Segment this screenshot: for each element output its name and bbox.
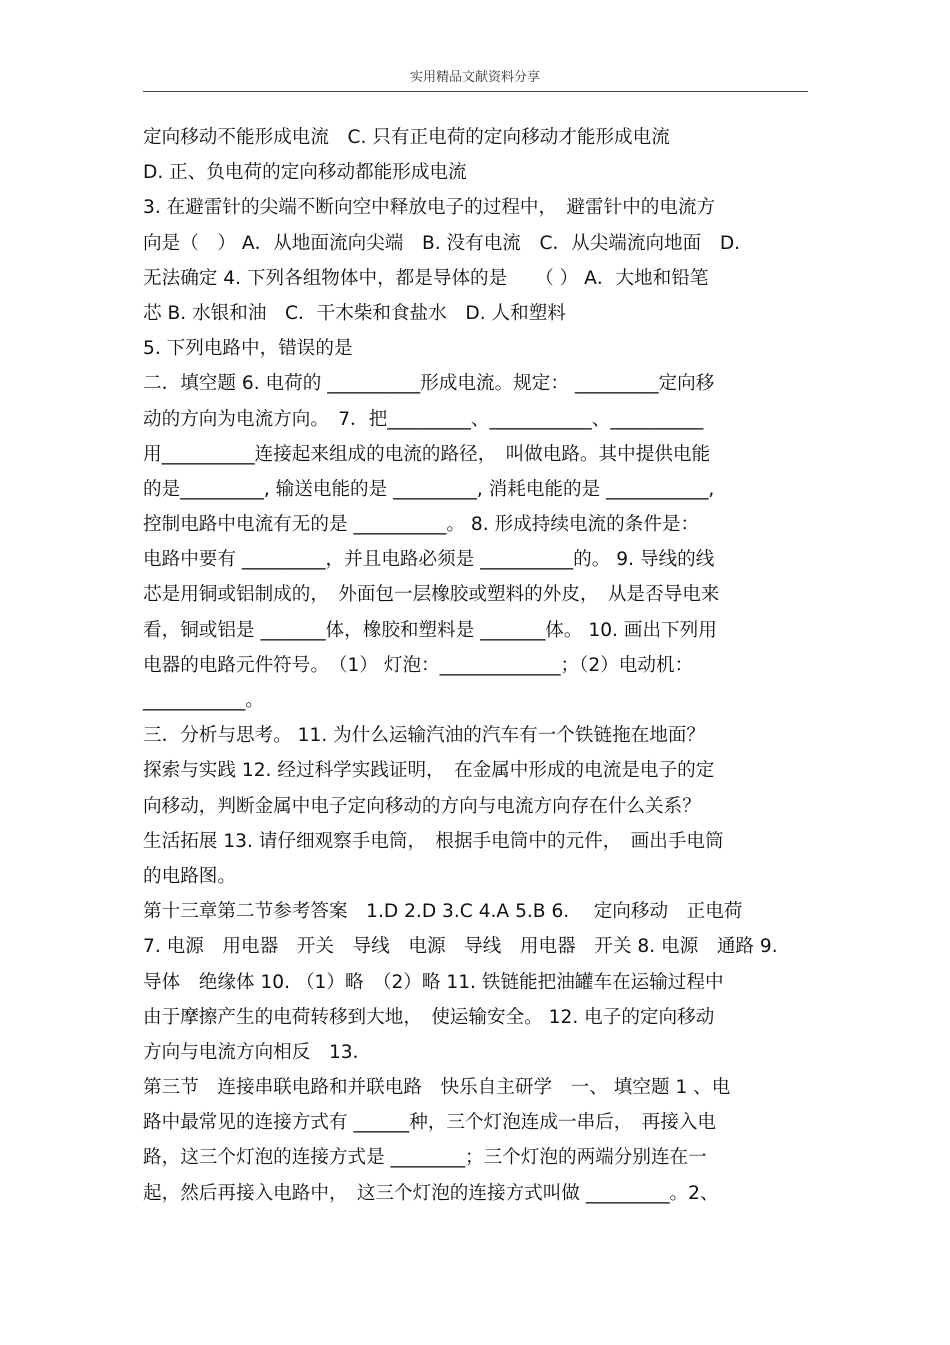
text-line: 路，这三个灯泡的连接方式是 ________；三个灯泡的两端分别连在一: [143, 1147, 707, 1169]
text-line: 的电路图。: [143, 865, 236, 887]
text-line: 的是_________, 输送电能的是 _________, 消耗电能的是 ___________,: [143, 478, 715, 500]
text-line: 由于摩擦产生的电荷转移到大地， 使运输安全。 12. 电子的定向移动: [143, 1006, 715, 1028]
text-line: 定向移动不能形成电流 C. 只有正电荷的定向移动才能形成电流: [143, 127, 670, 148]
text-line: 电路中要有 _________，并且电路必须是 __________的。 9. 导线的线: [143, 549, 715, 571]
text-line: 用__________连接起来组成的电流的路径， 叫做电路。其中提供电能: [143, 443, 711, 465]
text-line: 电器的电路元件符号。 （1） 灯泡：_____________；（2）电动机：: [143, 654, 694, 676]
text-line: 芯 B. 水银和油 C．干木柴和食盐水 D. 人和塑料: [143, 302, 566, 324]
text-line: 7. 电源 用电器 开关 导线 电源 导线 用电器 开关 8. 电源 通路 9.: [143, 936, 778, 958]
page-header: 实用精品文献资料分享: [409, 70, 540, 85]
header-divider: [143, 91, 808, 92]
text-line: 5. 下列电路中，错误的是: [143, 338, 353, 360]
text-line: D. 正、负电荷的定向移动都能形成电流: [143, 162, 467, 184]
text-line: 第十三章第二节参考答案 1.D 2.D 3.C 4.A 5.B 6. 定向移动 正电荷: [143, 901, 743, 923]
text-line: 动的方向为电流方向。 7．把_________、___________、__________: [143, 408, 704, 430]
text-line: 看，铜或铝是 _______体，橡胶和塑料是 _______体。 10. 画出下列用: [143, 619, 717, 641]
text-line: 路中最常见的连接方式有 ______种，三个灯泡连成一串后， 再接入电: [143, 1112, 717, 1134]
text-line: 第三节 连接串联电路和并联电路 快乐自主研学 一、 填空题 1 、电: [143, 1077, 731, 1099]
text-line: 控制电路中电流有无的是 __________。 8. 形成持续电流的条件是：: [143, 514, 700, 536]
text-line: 生活拓展 13. 请仔细观察手电筒， 根据手电筒中的元件， 画出手电筒: [143, 830, 724, 852]
text-line: 方向与电流方向相反 13．: [143, 1041, 372, 1063]
document-body: [143, 120, 815, 1211]
text-line: 无法确定 4. 下列各组物体中，都是导体的是 （ ） A．大地和铅笔: [143, 267, 709, 289]
text-line: 向移动，判断金属中电子定向移动的方向与电流方向存在什么关系？: [143, 795, 701, 817]
text-line: 3. 在避雷针的尖端不断向空中释放电子的过程中， 避雷针中的电流方: [143, 197, 716, 219]
text-line: 二．填空题 6. 电荷的 __________形成电流。规定： _________定向移: [143, 373, 715, 395]
text-line: 导体 绝缘体 10. （1）略 （2）略 11. 铁链能把油罐车在运输过程中: [143, 971, 724, 993]
text-line: 起，然后再接入电路中， 这三个灯泡的连接方式叫做 _________。2、: [143, 1182, 719, 1204]
text-line: 向是（ ） A．从地面流向尖端 B. 没有电流 C．从尖端流向地面 D.: [143, 232, 741, 254]
text-line: 探索与实践 12. 经过科学实践证明， 在金属中形成的电流是电子的定: [143, 760, 715, 782]
text-line: 三．分析与思考。 11. 为什么运输汽油的汽车有一个铁链拖在地面？: [143, 725, 706, 747]
text-line: 芯是用铜或铝制成的， 外面包一层橡胶或塑料的外皮， 从是否导电来: [143, 584, 720, 606]
text-line: ___________。: [143, 690, 264, 711]
